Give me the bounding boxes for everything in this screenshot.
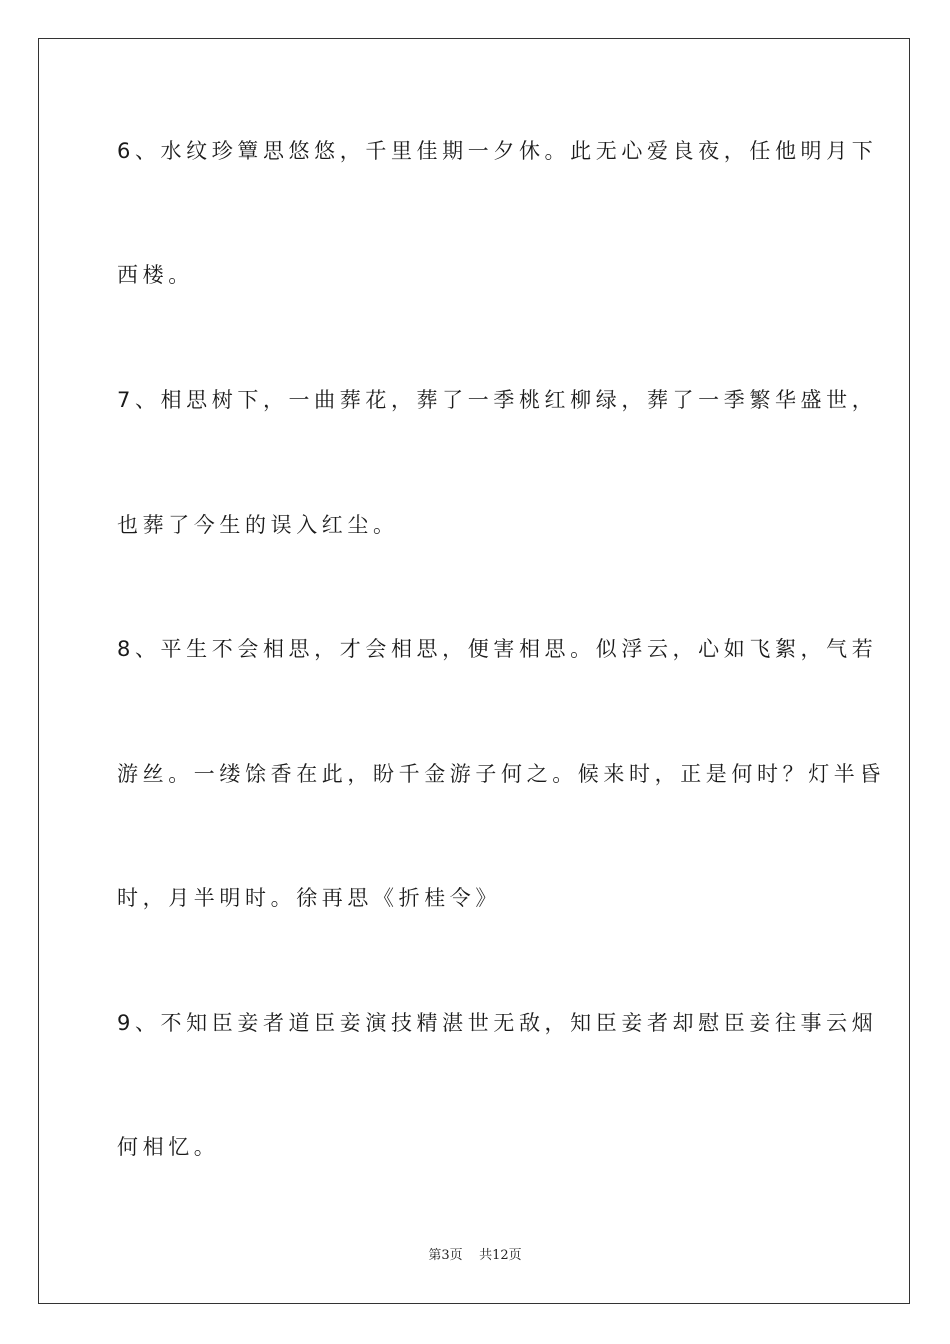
- text-line: 也葬了今生的误入红尘。: [117, 513, 399, 537]
- text-line: 何相忆。: [117, 1135, 220, 1159]
- page-number-label: 第3页 共12页: [428, 1248, 522, 1263]
- text-line: 游丝。一缕馀香在此，盼千金游子何之。候来时，正是何时？灯半昏: [117, 762, 885, 786]
- text-line: 西楼。: [117, 263, 194, 287]
- text-line: 6、水纹珍簟思悠悠，千里佳期一夕休。此无心爱良夜，任他明月下: [117, 139, 878, 163]
- text-line: 8、平生不会相思，才会相思，便害相思。似浮云，心如飞絮，气若: [117, 637, 878, 661]
- page-number-footer: [0, 1247, 950, 1265]
- text-line: 9、不知臣妾者道臣妾演技精湛世无敌，知臣妾者却慰臣妾往事云烟: [117, 1011, 878, 1035]
- page-border: [38, 38, 910, 1304]
- text-line: 7、相思树下，一曲葬花，葬了一季桃红柳绿，葬了一季繁华盛世，: [117, 388, 878, 412]
- text-line: 时，月半明时。徐再思《折桂令》: [117, 886, 501, 910]
